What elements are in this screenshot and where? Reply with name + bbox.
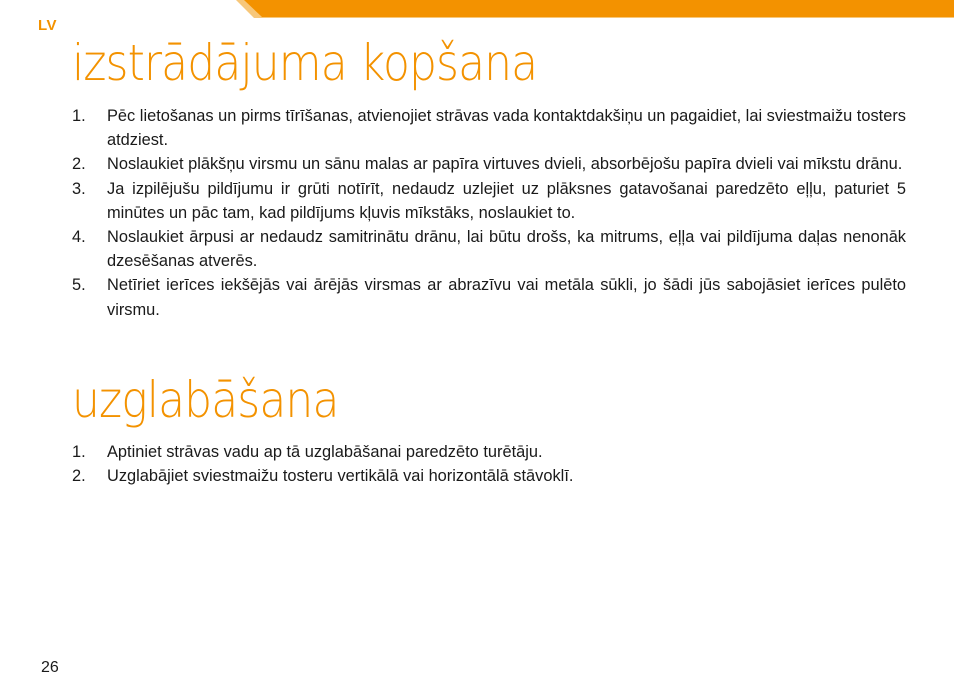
list-text: Noslaukiet ārpusi ar nedaudz samitrinātu drānu, lai būtu drošs, ka mitrums, eļļa vai pildījuma daļas nenonāk dzesēšanas atverēs. xyxy=(107,228,906,271)
list-text: Uzglabājiet sviestmaižu tosteru vertikālā vai horizontālā stāvoklī. xyxy=(107,467,574,486)
list-number: 3. xyxy=(72,179,86,198)
list-number: 2. xyxy=(72,155,86,174)
list-text: Netīriet ierīces iekšējās vai ārējās virsmas ar abrazīvu vai metāla sūkli, jo šādi jūs sabojāsiet ierīces pulēto virsmu. xyxy=(107,276,906,319)
list-number: 1. xyxy=(72,107,86,125)
list-item xyxy=(0,104,906,152)
section-title-storage: uzglabāšana xyxy=(72,371,339,429)
page-number: 26 xyxy=(41,659,59,676)
list-item xyxy=(0,440,906,464)
list-text: Pēc lietošanas un pirms tīrīšanas, atvienojiet strāvas vada kontaktdakšiņu un pagaidiet, lai sviestmaižu tosters atdziest. xyxy=(107,107,906,150)
care-steps-list xyxy=(0,104,906,322)
list-number: 1. xyxy=(72,443,86,461)
list-item xyxy=(0,464,906,488)
storage-steps-list xyxy=(0,440,906,488)
language-label: LV xyxy=(38,17,58,34)
list-item xyxy=(0,273,906,321)
section-title-care: izstrādājuma kopšana xyxy=(72,34,538,92)
list-number: 5. xyxy=(72,276,86,295)
list-text: Noslaukiet plākšņu virsmu un sānu malas ar papīra virtuves dvieli, absorbējošu papīra dvieli vai mīkstu drānu. xyxy=(107,155,903,174)
list-item xyxy=(0,152,906,176)
header-accent-band xyxy=(0,0,954,18)
list-number: 4. xyxy=(72,228,86,247)
list-item xyxy=(0,225,906,273)
list-item xyxy=(0,177,906,225)
list-text: Aptiniet strāvas vadu ap tā uzglabāšanai paredzēto turētāju. xyxy=(107,443,543,461)
list-number: 2. xyxy=(72,467,86,486)
list-text: Ja izpilējušu pildījumu ir grūti notīrīt, nedaudz uzlejiet uz plāksnes gatavošanai paredzēto eļļu, paturiet 5 minūtes un pāc tam, kad pildījums kļuvis mīkstāks, noslaukiet to. xyxy=(107,179,906,222)
